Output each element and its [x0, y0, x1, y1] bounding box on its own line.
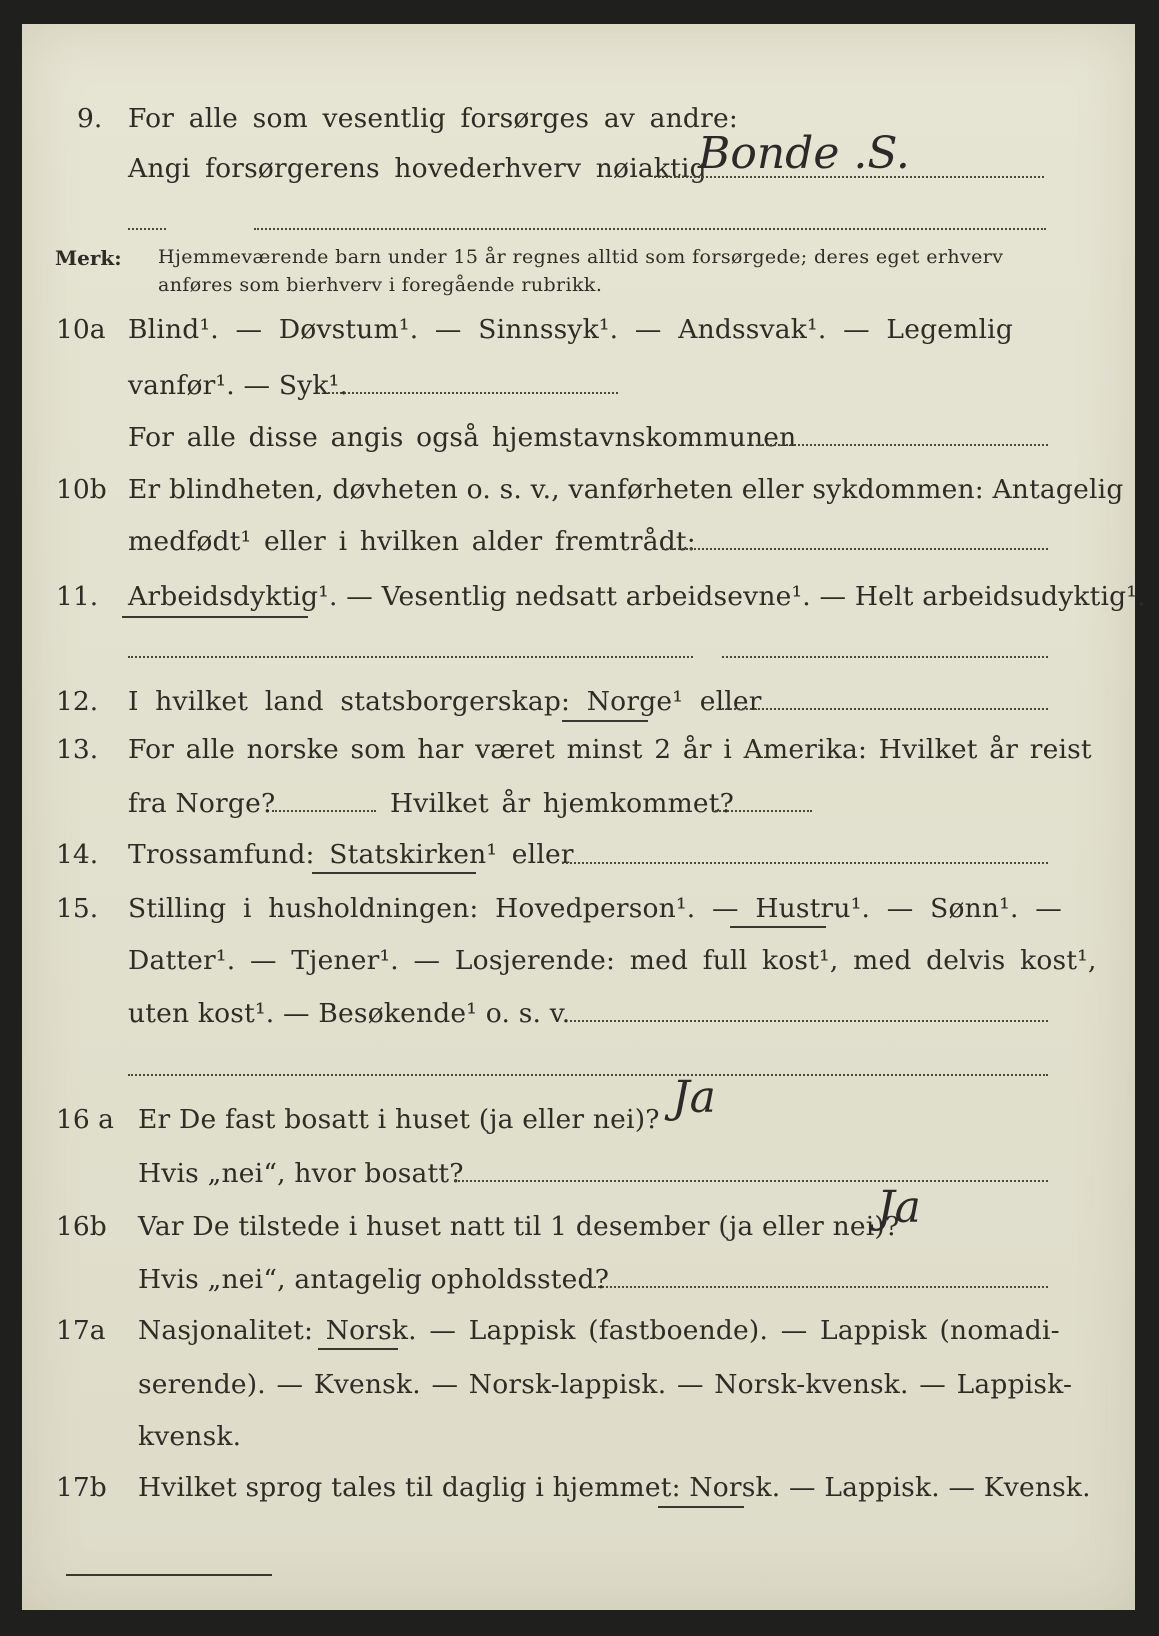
q14-number: 14. — [56, 839, 99, 870]
q10b-line2: medfødt¹ eller i hvilken alder fremtrådt: — [128, 526, 696, 557]
merk-line2: anføres som bierhverv i foregående rubrikk. — [158, 274, 603, 296]
q17a-line1: Nasjonalitet: Norsk. — Lappisk (fastboende). — Lappisk (nomadi- — [138, 1315, 1060, 1346]
q9-line2: Angi forsørgerens hovederhverv nøiaktig — [128, 153, 707, 184]
q9-handwritten-answer: Bonde .S. — [698, 128, 910, 179]
q13-reist-line — [272, 810, 376, 812]
q11-number: 11. — [56, 581, 99, 612]
q16a-bosatt-line — [454, 1180, 1048, 1182]
q16a-handwritten-answer: Ja — [672, 1072, 716, 1123]
footnote-rule — [66, 1574, 272, 1576]
census-form-page — [22, 24, 1146, 1610]
q10b-answer-line — [662, 548, 1048, 550]
q14-answer-line — [562, 862, 1048, 864]
q16b-handwritten-answer: Ja — [877, 1182, 921, 1233]
merk-label: Merk: — [55, 246, 122, 270]
q9-line1: For alle som vesentlig forsørges av andre: — [128, 103, 738, 134]
q13-line2b: Hvilket år hjemkommet? — [390, 788, 735, 819]
q17b-line1: Hvilket sprog tales til daglig i hjemmet: Norsk. — Lappisk. — Kvensk. — [138, 1472, 1091, 1503]
q17a-norsk-underline — [318, 1348, 398, 1350]
q17a-number: 17a — [56, 1315, 106, 1346]
q11-extra-line-right — [722, 656, 1048, 658]
q17b-number: 17b — [56, 1472, 107, 1503]
q10a-number: 10a — [56, 314, 106, 345]
q9-extra-line — [254, 228, 1046, 230]
q15-line1: Stilling i husholdningen: Hovedperson¹. — Hustru¹. — Sønn¹. — — [128, 893, 1062, 924]
q15-extra-line — [128, 1074, 1048, 1076]
q15-line3: uten kost¹. — Besøkende¹ o. s. v. — [128, 998, 571, 1029]
q10a-line3: For alle disse angis også hjemstavnskommunen — [128, 422, 797, 453]
q15-number: 15. — [56, 893, 99, 924]
q10a-line1: Blind¹. — Døvstum¹. — Sinnssyk¹. — Andssvak¹. — Legemlig — [128, 314, 1014, 345]
q13-line1: For alle norske som har været minst 2 år i Amerika: Hvilket år reist — [128, 734, 1092, 765]
q14-line1: Trossamfund: Statskirken¹ eller — [128, 839, 574, 870]
q10a-answer-line — [328, 392, 618, 394]
q15-answer-line — [570, 1020, 1048, 1022]
q12-norge-underline — [562, 720, 648, 722]
q10b-number: 10b — [56, 474, 107, 505]
q16b-line2: Hvis „nei“, antagelig opholdssted? — [138, 1264, 610, 1295]
q9-extra-line-left — [128, 228, 166, 230]
q16a-number: 16 a — [56, 1104, 114, 1135]
q9-number: 9. — [77, 103, 103, 134]
q16a-line2: Hvis „nei“, hvor bosatt? — [138, 1158, 464, 1189]
q13-line2a: fra Norge? — [128, 788, 276, 819]
q17a-line2: serende). — Kvensk. — Norsk-lappisk. — Norsk-kvensk. — Lappisk- — [138, 1369, 1073, 1400]
q11-extra-line — [128, 656, 693, 658]
merk-line1: Hjemmeværende barn under 15 år regnes alltid som forsørgede; deres eget erhverv — [158, 246, 1004, 268]
q12-number: 12. — [56, 686, 99, 717]
q17b-norsk-underline — [658, 1506, 744, 1508]
q11-line1: Arbeidsdyktig¹. — Vesentlig nedsatt arbeidsevne¹. — Helt arbeidsudyktig¹. — [128, 581, 1146, 612]
q10a-hjemstavn-line — [758, 444, 1048, 446]
q12-answer-line — [722, 708, 1048, 710]
q10b-line1: Er blindheten, døvheten o. s. v., vanførheten eller sykdommen: Antagelig — [128, 474, 1124, 505]
q17a-line3: kvensk. — [138, 1421, 242, 1452]
q10a-line2: vanfør¹. — Syk¹. — [128, 370, 349, 401]
q16b-opholdssted-line — [590, 1286, 1048, 1288]
q13-number: 13. — [56, 734, 99, 765]
q12-line1: I hvilket land statsborgerskap: Norge¹ eller — [128, 686, 762, 717]
q11-arbeidsdyktig-underline — [122, 616, 308, 618]
q16a-line1: Er De fast bosatt i huset (ja eller nei)? — [138, 1104, 660, 1135]
q16b-number: 16b — [56, 1211, 107, 1242]
q16b-line1: Var De tilstede i huset natt til 1 desember (ja eller nei)? — [138, 1211, 900, 1242]
q15-hustru-underline — [730, 926, 826, 928]
q14-statskirken-underline — [312, 872, 476, 874]
q13-hjemkommet-line — [712, 810, 812, 812]
q15-line2: Datter¹. — Tjener¹. — Losjerende: med full kost¹, med delvis kost¹, — [128, 945, 1097, 976]
